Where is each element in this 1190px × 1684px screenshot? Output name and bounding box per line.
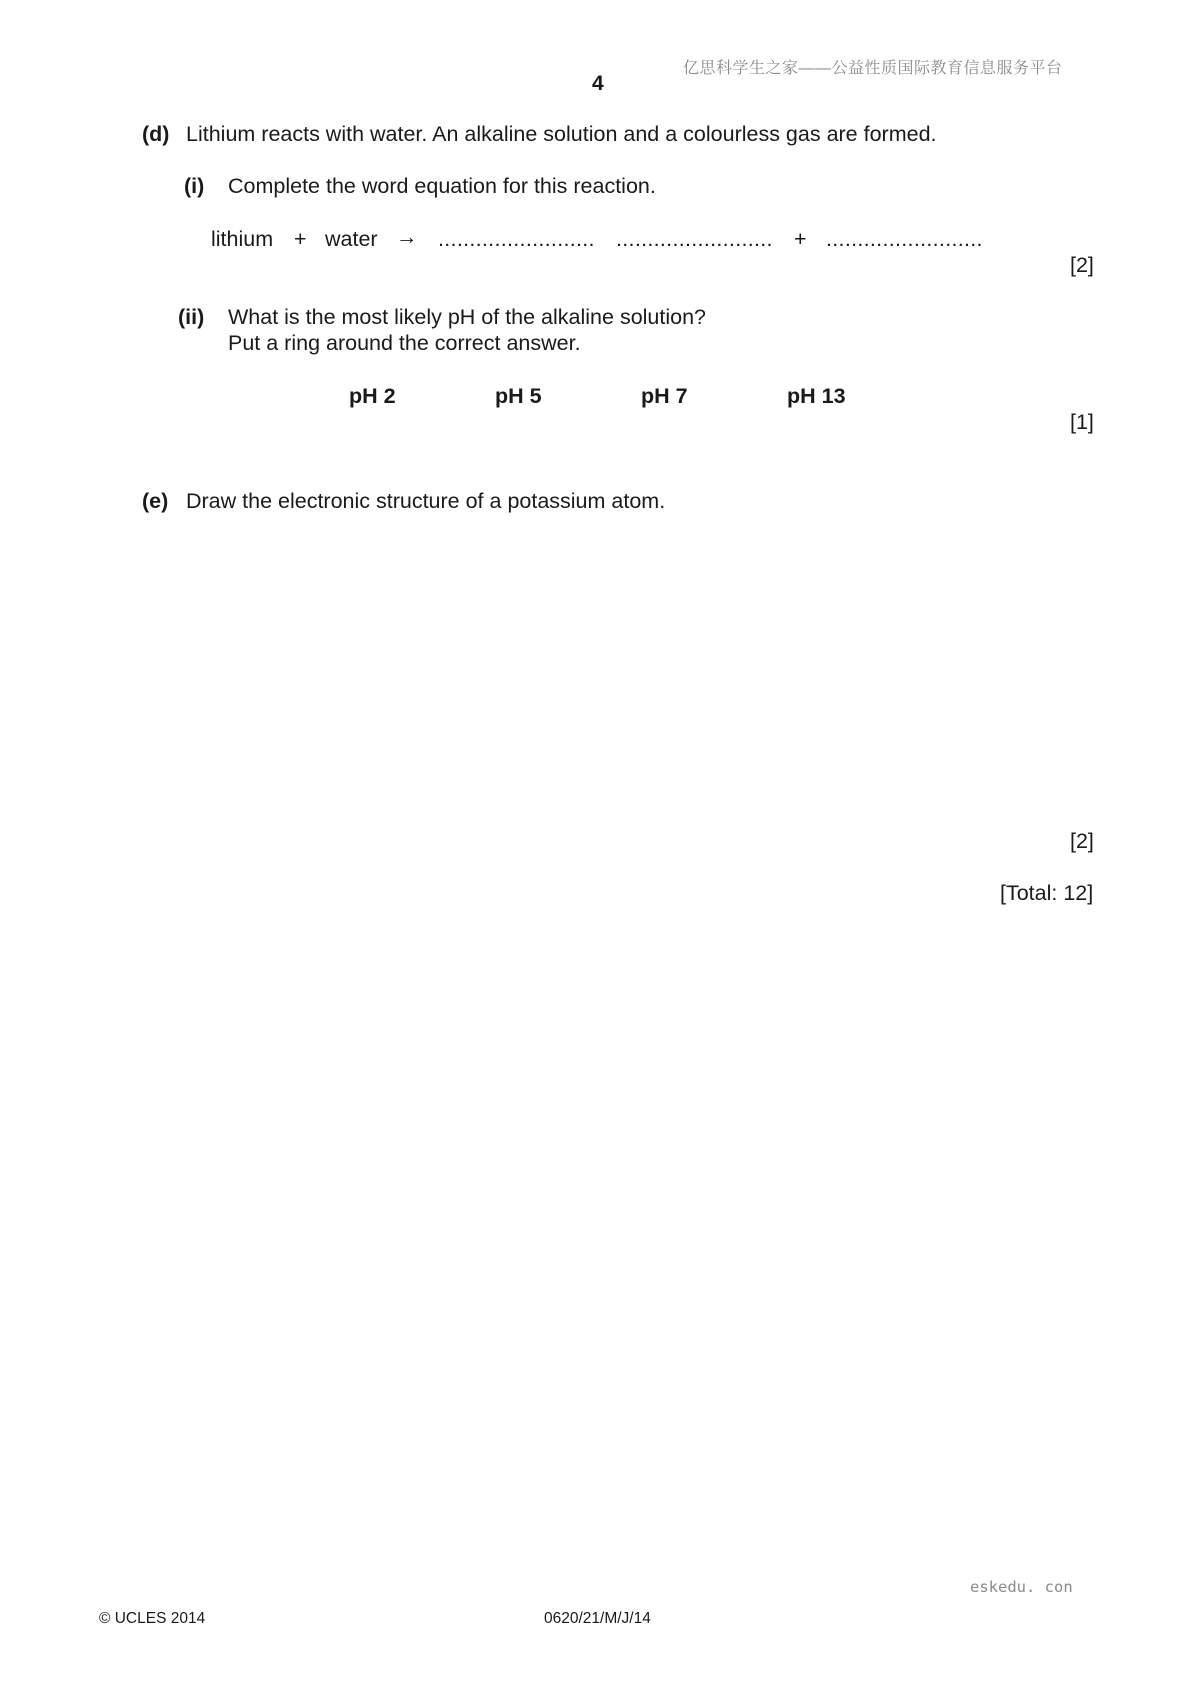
part-d-question: Lithium reacts with water. An alkaline solution and a colourless gas are formed. [186,122,937,146]
part-e-label: (e) [142,489,169,513]
equation-answer-blank-1[interactable]: ......................... [438,227,595,251]
page-number: 4 [592,72,604,95]
equation-answer-blank-2[interactable]: ......................... [616,227,773,251]
equation-plus-sign: + [294,227,307,251]
question-total-marks: [Total: 12] [1000,881,1094,905]
equation-arrow-icon: → [396,225,418,249]
equation-plus-sign-2: + [794,227,807,251]
ph-option[interactable]: pH 13 [787,384,846,408]
equation-reactant-water: water [325,227,378,251]
part-e-marks: [2] [1070,829,1094,853]
part-d-ii-label: (ii) [178,305,205,329]
part-d-ii-question-line-2: Put a ring around the correct answer. [228,331,581,355]
equation-answer-blank-3[interactable]: ......................... [826,227,983,251]
part-d-ii-question-line-1: What is the most likely pH of the alkaline solution? [228,305,707,329]
ph-option[interactable]: pH 2 [349,384,396,408]
footer-paper-code: 0620/21/M/J/14 [544,1610,651,1627]
footer-copyright: © UCLES 2014 [99,1610,206,1627]
part-d-i-label: (i) [184,174,205,198]
part-d-i-question: Complete the word equation for this reaction. [228,174,656,198]
drawing-answer-area[interactable] [142,530,1042,810]
part-e-question: Draw the electronic structure of a potassium atom. [186,489,666,513]
header-watermark: 亿思科学生之家——公益性质国际教育信息服务平台 [683,60,1063,77]
footer-watermark: eskedu. con [970,1578,1073,1596]
part-d-ii-marks: [1] [1070,410,1094,434]
part-d-i-marks: [2] [1070,253,1094,277]
part-d-label: (d) [142,122,170,146]
ph-option[interactable]: pH 5 [495,384,542,408]
ph-option[interactable]: pH 7 [641,384,688,408]
equation-reactant-lithium: lithium [211,227,274,251]
